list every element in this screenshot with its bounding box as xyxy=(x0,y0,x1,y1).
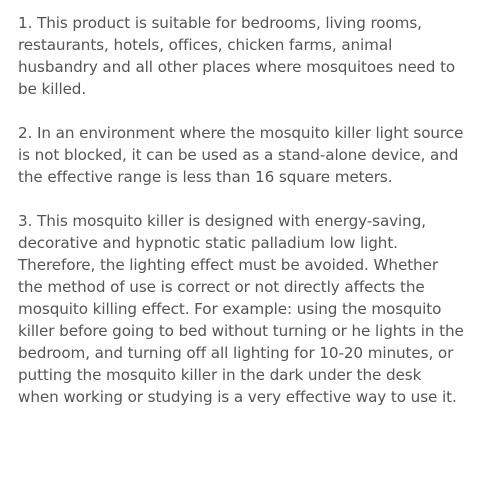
paragraph-2: 2. In an environment where the mosquito killer light source is not blocked, it can be used as a stand-alone device, and the effective range is less than 16 square meters. xyxy=(18,124,464,186)
paragraph-3: 3. This mosquito killer is designed with energy-saving, decorative and hypnotic static palladium low light. Therefore, the lighting effect must be avoided. Whether the method of use is correct or not directly affects the mosquito killing effect. For example: using the mosquito killer before going to bed without turning or he lights in the bedroom, and turning off all lighting for 10-20 minutes, or putting the mosquito killer in the dark under the desk when working or studying is a very effective way to use it. xyxy=(18,212,464,406)
paragraph-1: 1. This product is suitable for bedrooms, living rooms, restaurants, hotels, offices, chicken farms, animal husbandry and all other places where mosquitoes need to be killed. xyxy=(18,14,456,98)
